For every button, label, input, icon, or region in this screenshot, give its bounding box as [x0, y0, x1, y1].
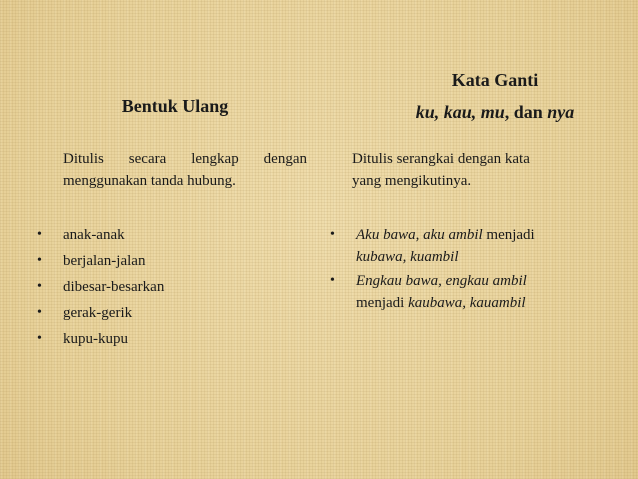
- list-item-text: gerak-gerik: [63, 305, 133, 321]
- left-description: [63, 148, 307, 192]
- left-description-line-2: menggunakan tanda hubung.: [63, 173, 236, 189]
- bullet-icon: •: [330, 227, 335, 242]
- bullet-icon: •: [37, 279, 42, 294]
- list-item: [37, 224, 164, 250]
- bullet-icon: •: [37, 331, 42, 346]
- right-heading-title: Kata Ganti: [451, 70, 539, 90]
- bullet-icon: •: [330, 273, 335, 288]
- example-connector: menjadi: [482, 227, 535, 243]
- pronoun-nya: nya: [547, 102, 575, 122]
- list-item-text: berjalan-jalan: [63, 253, 146, 269]
- right-heading-subtitle: [360, 102, 630, 123]
- left-description-line-1: Ditulis secara lengkap dengan: [63, 151, 307, 167]
- list-item: [330, 270, 630, 314]
- list-item: [330, 224, 630, 268]
- bullet-icon: •: [37, 253, 42, 268]
- example-result: kubawa, kuambil: [356, 249, 459, 265]
- list-item: [37, 276, 164, 302]
- list-item-text: anak-anak: [63, 227, 125, 243]
- right-description: [352, 148, 612, 192]
- example-phrase: Aku bawa, aku ambil: [356, 227, 483, 243]
- left-example-list: [37, 224, 164, 354]
- example-result: kaubawa, kauambil: [408, 295, 526, 311]
- left-heading: Bentuk Ulang: [121, 96, 229, 116]
- bullet-icon: •: [37, 305, 42, 320]
- list-item-text: dibesar-besarkan: [63, 279, 165, 295]
- right-description-line-1: Ditulis serangkai dengan kata: [352, 151, 530, 167]
- list-item: [37, 302, 164, 328]
- list-item-text: kupu-kupu: [63, 331, 128, 347]
- example-connector: menjadi: [356, 295, 409, 311]
- pronoun-conjunction: , dan: [504, 102, 548, 122]
- bullet-icon: •: [37, 227, 42, 242]
- example-phrase: Engkau bawa, engkau ambil: [356, 273, 527, 289]
- right-example-list: [330, 224, 630, 316]
- list-item: [37, 250, 164, 276]
- list-item: [37, 328, 164, 354]
- right-description-line-2: yang mengikutinya.: [352, 173, 472, 189]
- pronoun-list: ku, kau, mu: [415, 102, 505, 122]
